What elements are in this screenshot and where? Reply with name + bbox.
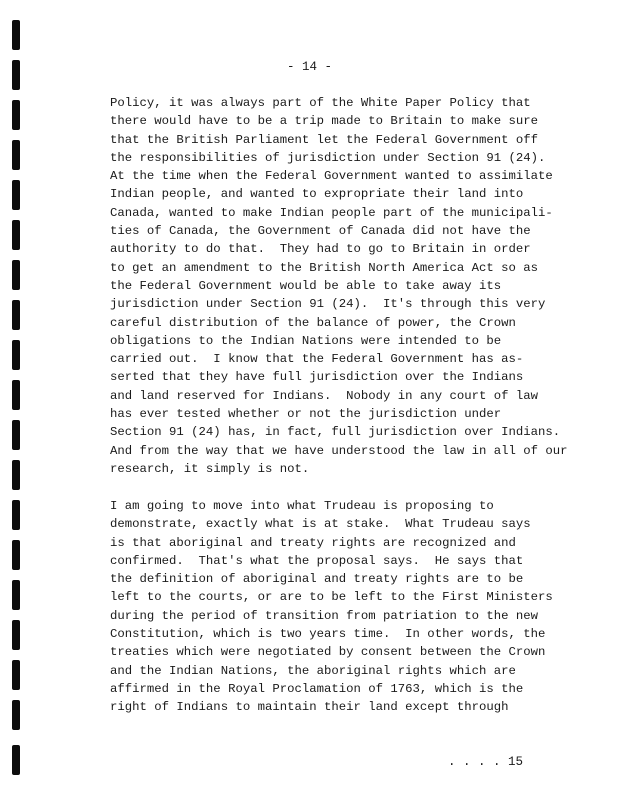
binding-holes (12, 0, 24, 800)
text-line: Canada, wanted to make Indian people part of the municipali- (110, 205, 553, 220)
text-line: left to the courts, or are to be left to the First Ministers (110, 590, 553, 605)
text-line: serted that they have full jurisdiction over the Indians (110, 370, 524, 385)
text-line: the responsibilities of jurisdiction under Section 91 (24). (110, 150, 546, 165)
text-line: Indian people, and wanted to expropriate their land into (110, 187, 524, 202)
text-line: that the British Parliament let the Federal Government off (110, 132, 539, 147)
text-line: confirmed. That's what the proposal says. He says that (110, 553, 524, 568)
text-line: the definition of aboriginal and treaty rights are to be (110, 572, 524, 587)
text-line: careful distribution of the balance of power, the Crown (110, 315, 516, 330)
text-line: And from the way that we have understood the law in all of our (110, 443, 568, 458)
text-line: authority to do that. They had to go to Britain in order (110, 242, 531, 257)
text-line: obligations to the Indian Nations were intended to be (110, 333, 502, 348)
text-line: treaties which were negotiated by consent between the Crown (110, 645, 546, 660)
text-line: I am going to move into what Trudeau is proposing to (110, 499, 494, 513)
text-line: affirmed in the Royal Proclamation of 1763, which is the (110, 681, 524, 696)
text-line: Constitution, which is two years time. In other words, the (110, 627, 546, 642)
text-line: and the Indian Nations, the aboriginal rights which are (110, 663, 516, 678)
text-line: Policy, it was always part of the White Paper Policy that (110, 96, 531, 110)
text-line: and land reserved for Indians. Nobody in any court of law (110, 388, 539, 403)
text-line: demonstrate, exactly what is at stake. What Trudeau says (110, 517, 531, 532)
text-line: research, it simply is not. (110, 461, 310, 476)
text-line: has ever tested whether or not the jurisdiction under (110, 407, 502, 422)
text-line: to get an amendment to the British North America Act so as (110, 260, 539, 275)
text-line: carried out. I know that the Federal Government has as- (110, 352, 524, 367)
page-number: - 14 - (286, 60, 332, 74)
text-line: is that aboriginal and treaty rights are recognized and (110, 535, 516, 550)
text-line: ties of Canada, the Government of Canada did not have the (110, 224, 531, 239)
paragraph-1 (110, 94, 610, 478)
text-line: there would have to be a trip made to Britain to make sure (110, 114, 539, 129)
continued-marker: . . . . 15 (448, 755, 524, 769)
text-line: the Federal Government would be able to take away its (110, 278, 502, 293)
text-line: At the time when the Federal Government wanted to assimilate (110, 169, 553, 184)
text-line: jurisdiction under Section 91 (24). It's through this very (110, 297, 546, 312)
text-line: during the period of transition from patriation to the new (110, 608, 539, 623)
text-line: Section 91 (24) has, in fact, full jurisdiction over Indians. (110, 425, 561, 440)
paragraph-2 (110, 497, 610, 717)
text-line: right of Indians to maintain their land except through (110, 700, 509, 715)
